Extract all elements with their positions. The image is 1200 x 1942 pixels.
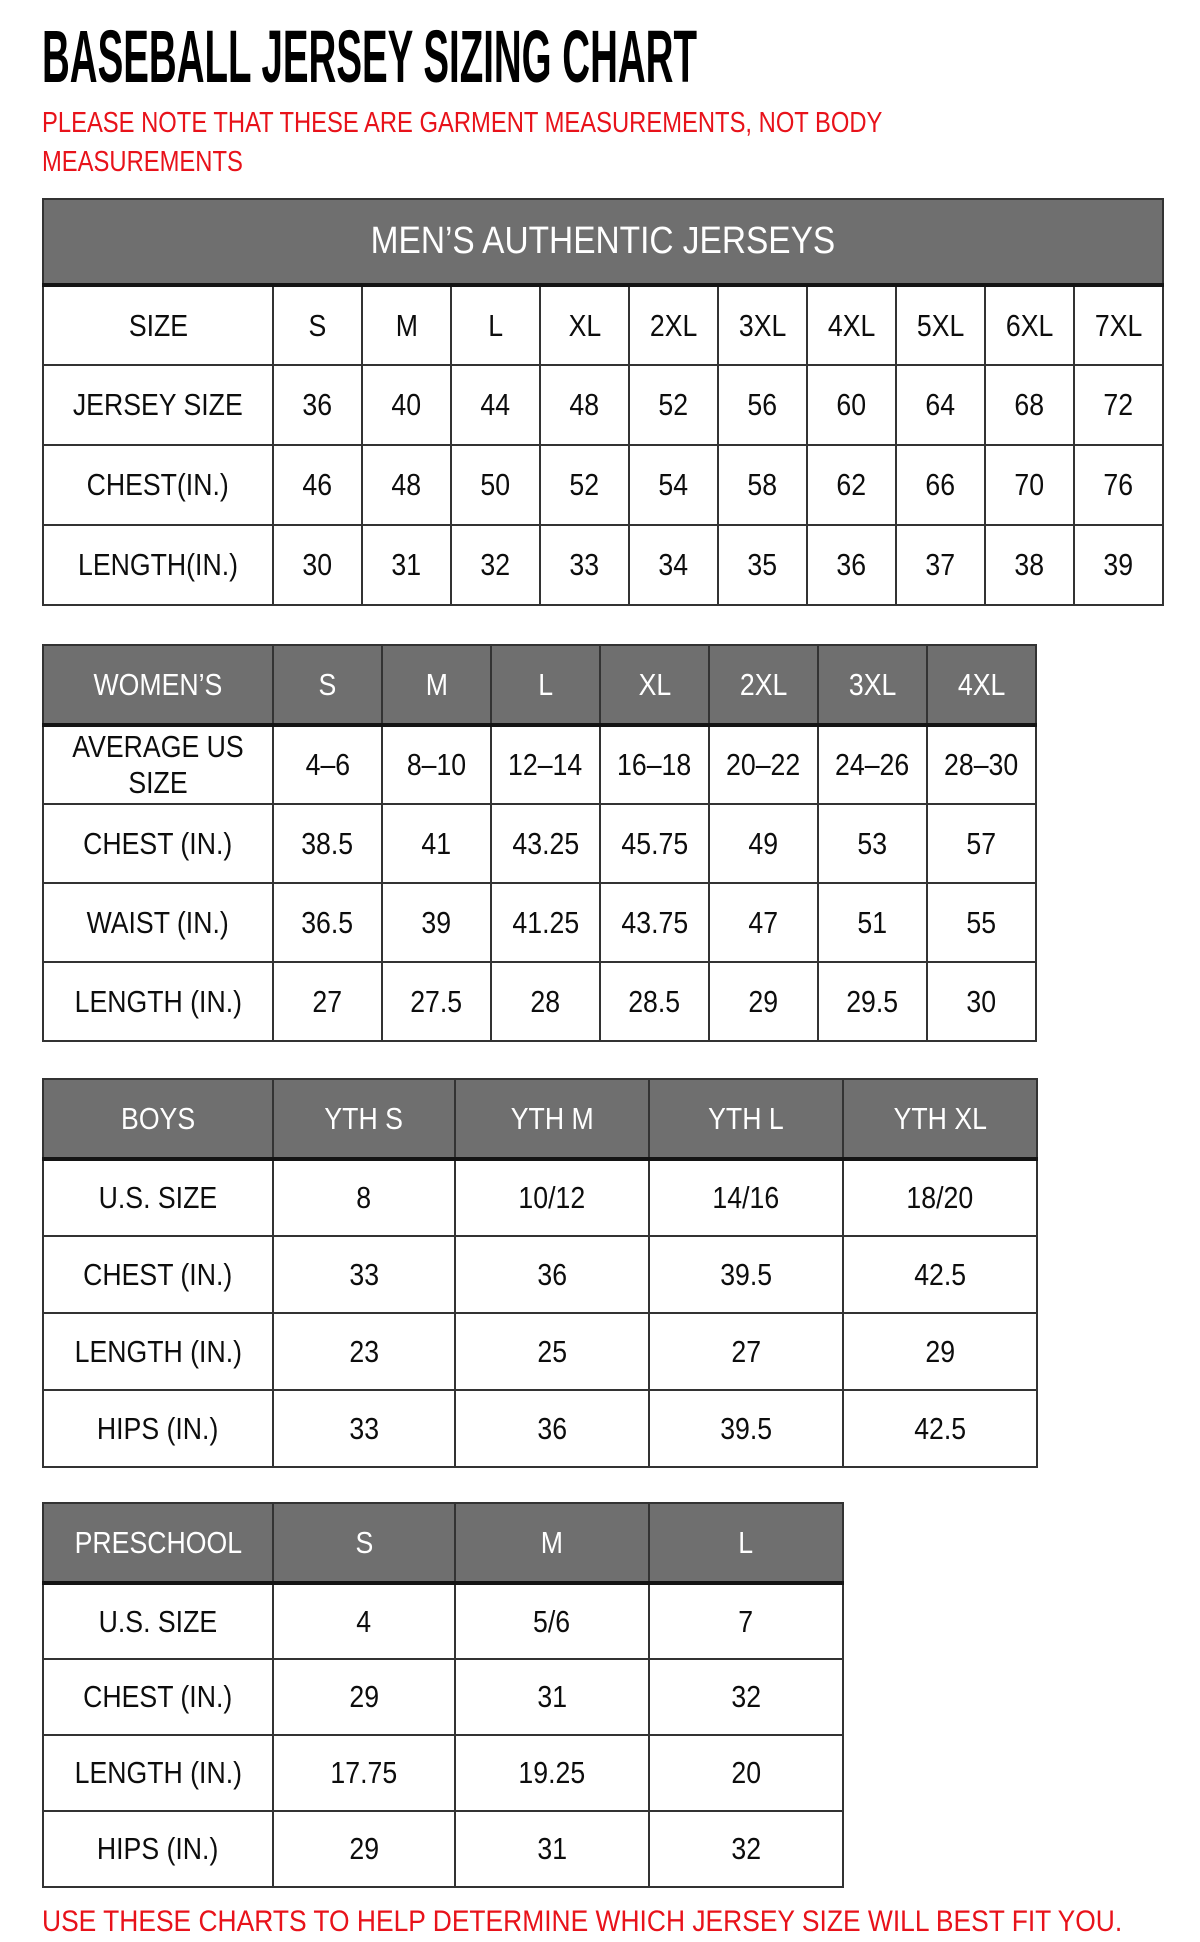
womens-cell [818, 883, 927, 962]
mens-cell [273, 285, 362, 365]
boys-cell [455, 1313, 649, 1390]
mens-cell [540, 525, 629, 605]
womens-column-header-text: S [318, 666, 337, 702]
boys-row-label [43, 1313, 273, 1390]
boys-row [43, 1236, 1037, 1313]
womens-cell-text: 29.5 [846, 983, 899, 1019]
mens-row [43, 365, 1163, 445]
womens-cell-text: 4–6 [305, 747, 350, 782]
boys-cell-text: 18/20 [906, 1180, 974, 1215]
garment-measurements-note: PLEASE NOTE THAT THESE ARE GARMENT MEASUREMENTS, NOT BODY MEASUREMENTS [42, 107, 882, 178]
mens-cell [362, 365, 451, 445]
womens-row-label-text: WAIST (IN.) [86, 904, 230, 940]
womens-column-header-text: 4XL [957, 666, 1006, 702]
preschool-cell [649, 1583, 843, 1659]
mens-cell [629, 365, 718, 445]
mens-cell-text: 5XL [916, 307, 965, 343]
womens-row-label-text: LENGTH (IN.) [74, 983, 242, 1019]
mens-cell [362, 285, 451, 365]
womens-cell [491, 962, 600, 1041]
mens-cell-text: 40 [391, 387, 422, 422]
womens-cell [818, 804, 927, 883]
mens-cell [807, 445, 896, 525]
preschool-column-header [273, 1503, 455, 1583]
mens-cell [629, 445, 718, 525]
mens-row-label [43, 365, 273, 445]
womens-row [43, 804, 1036, 883]
boys-cell-text: 23 [349, 1333, 379, 1369]
preschool-column-header-text: L [738, 1524, 754, 1560]
womens-cell [709, 962, 818, 1041]
mens-banner-row [43, 199, 1163, 285]
preschool-cell-text: 31 [537, 1831, 567, 1866]
womens-cell-text: 29 [748, 983, 779, 1019]
womens-cell-text: 47 [748, 904, 779, 940]
mens-cell-text: 68 [1014, 387, 1045, 422]
womens-cell [600, 883, 709, 962]
womens-column-header-text: 2XL [739, 666, 788, 702]
boys-row [43, 1390, 1037, 1467]
mens-cell [1074, 365, 1163, 445]
boys-row-label [43, 1159, 273, 1236]
mens-row [43, 525, 1163, 605]
mens-cell-text: 62 [836, 467, 867, 502]
mens-cell-text: 37 [925, 547, 956, 582]
boys-header-label-text: BOYS [120, 1100, 196, 1136]
womens-cell-text: 57 [966, 825, 997, 861]
boys-row [43, 1159, 1037, 1236]
boys-cell [843, 1390, 1037, 1467]
boys-column-header [455, 1079, 649, 1159]
womens-cell-text: 28.5 [628, 983, 681, 1019]
mens-row [43, 445, 1163, 525]
mens-cell [273, 445, 362, 525]
preschool-column-header [649, 1503, 843, 1583]
womens-cell-text: 36.5 [301, 904, 354, 940]
boys-row-label-text: HIPS (IN.) [97, 1410, 219, 1446]
boys-cell [455, 1236, 649, 1313]
mens-cell [362, 525, 451, 605]
preschool-row-label-text: HIPS (IN.) [97, 1831, 219, 1866]
womens-cell [927, 725, 1036, 804]
womens-cell [709, 804, 818, 883]
boys-cell [273, 1390, 455, 1467]
womens-table-body [43, 645, 1036, 1041]
mens-row-label-text: SIZE [128, 307, 188, 343]
boys-column-header [649, 1079, 843, 1159]
preschool-row-label-text: U.S. SIZE [98, 1603, 218, 1639]
mens-cell [807, 285, 896, 365]
preschool-cell-text: 7 [738, 1603, 754, 1639]
mens-row-label-text: JERSEY SIZE [73, 387, 243, 422]
preschool-column-header-text: S [355, 1524, 373, 1560]
mens-cell-text: 38 [1014, 547, 1045, 582]
womens-row-label [43, 883, 273, 962]
womens-cell-text: 16–18 [617, 747, 692, 782]
mens-cell [807, 525, 896, 605]
mens-row-label-text: CHEST(IN.) [86, 467, 230, 502]
mens-cell [451, 525, 540, 605]
preschool-row [43, 1583, 843, 1659]
womens-cell-text: 45.75 [621, 825, 688, 861]
mens-cell [540, 445, 629, 525]
womens-row [43, 883, 1036, 962]
womens-cell [927, 883, 1036, 962]
womens-column-header [382, 645, 491, 725]
preschool-cell-text: 32 [731, 1679, 761, 1714]
womens-cell [491, 804, 600, 883]
boys-cell-text: 10/12 [518, 1180, 586, 1215]
womens-cell [927, 962, 1036, 1041]
boys-jerseys-table [42, 1078, 1038, 1468]
boys-column-header [843, 1079, 1037, 1159]
boys-cell [455, 1390, 649, 1467]
mens-cell [896, 285, 985, 365]
mens-cell-text: 2XL [649, 307, 698, 343]
womens-cell [927, 804, 1036, 883]
boys-cell [455, 1159, 649, 1236]
boys-cell-text: 14/16 [712, 1180, 780, 1215]
mens-cell-text: 58 [747, 467, 778, 502]
mens-cell [807, 365, 896, 445]
womens-row-label [43, 725, 273, 804]
preschool-cell [273, 1735, 455, 1811]
mens-cell [985, 285, 1074, 365]
mens-cell-text: 36 [836, 547, 867, 582]
womens-cell [600, 962, 709, 1041]
boys-cell [273, 1236, 455, 1313]
mens-cell [718, 525, 807, 605]
boys-cell-text: 42.5 [914, 1410, 966, 1446]
mens-cell [985, 365, 1074, 445]
womens-cell [273, 962, 382, 1041]
womens-cell [600, 725, 709, 804]
boys-cell-text: 33 [349, 1410, 379, 1446]
womens-cell [709, 883, 818, 962]
preschool-cell-text: 29 [349, 1679, 379, 1714]
womens-cell [709, 725, 818, 804]
mens-cell-text: 56 [747, 387, 778, 422]
mens-cell [718, 365, 807, 445]
womens-header-label [43, 645, 273, 725]
preschool-row-label-text: CHEST (IN.) [83, 1679, 233, 1714]
womens-cell-text: 51 [857, 904, 888, 940]
boys-cell [649, 1159, 843, 1236]
mens-cell-text: 70 [1014, 467, 1045, 502]
womens-cell [273, 725, 382, 804]
mens-cell [896, 525, 985, 605]
womens-column-header-text: L [538, 666, 553, 702]
mens-cell [985, 525, 1074, 605]
womens-cell [382, 725, 491, 804]
mens-cell-text: 76 [1103, 467, 1134, 502]
womens-column-header [600, 645, 709, 725]
mens-cell-text: 48 [569, 387, 600, 422]
preschool-column-header [455, 1503, 649, 1583]
mens-cell [896, 445, 985, 525]
womens-header-label-text: WOMEN’S [93, 666, 223, 702]
mens-cell [273, 365, 362, 445]
mens-cell-text: 54 [658, 467, 689, 502]
womens-cell-text: 43.25 [512, 825, 579, 861]
mens-cell-text: 34 [658, 547, 689, 582]
womens-cell [491, 883, 600, 962]
womens-cell-text: 38.5 [301, 825, 354, 861]
mens-cell [629, 525, 718, 605]
boys-header-row [43, 1079, 1037, 1159]
preschool-jerseys-table [42, 1502, 844, 1888]
womens-cell-text: 28 [530, 983, 561, 1019]
boys-cell [649, 1390, 843, 1467]
mens-cell [718, 445, 807, 525]
mens-cell-text: 52 [658, 387, 689, 422]
preschool-row-label [43, 1659, 273, 1735]
boys-cell-text: 29 [925, 1333, 955, 1369]
mens-cell-text: 44 [480, 387, 511, 422]
womens-cell-text: 53 [857, 825, 888, 861]
boys-cell [649, 1313, 843, 1390]
womens-column-header [491, 645, 600, 725]
mens-row-label [43, 525, 273, 605]
mens-table-body [43, 199, 1163, 605]
mens-cell [451, 365, 540, 445]
preschool-cell-text: 5/6 [533, 1603, 571, 1639]
boys-cell-text: 36 [537, 1410, 567, 1446]
womens-cell-text: 27.5 [410, 983, 463, 1019]
mens-cell [1074, 445, 1163, 525]
preschool-cell [273, 1583, 455, 1659]
womens-row-label [43, 962, 273, 1041]
mens-cell [273, 525, 362, 605]
boys-row-label-text: CHEST (IN.) [83, 1256, 233, 1292]
womens-cell-text: 55 [966, 904, 997, 940]
preschool-cell [455, 1659, 649, 1735]
boys-cell [843, 1236, 1037, 1313]
boys-column-header-text: YTH S [324, 1100, 404, 1136]
boys-row-label [43, 1236, 273, 1313]
mens-cell-text: 3XL [738, 307, 787, 343]
preschool-header-label [43, 1503, 273, 1583]
mens-cell [362, 445, 451, 525]
mens-cell [1074, 525, 1163, 605]
mens-cell-text: 46 [302, 467, 333, 502]
womens-cell-text: 20–22 [726, 747, 801, 782]
mens-cell-text: 31 [391, 547, 422, 582]
mens-cell-text: 4XL [827, 307, 876, 343]
preschool-cell [455, 1583, 649, 1659]
womens-cell-text: 39 [421, 904, 452, 940]
preschool-column-header-text: M [540, 1524, 564, 1560]
mens-cell [1074, 285, 1163, 365]
preschool-cell-text: 19.25 [518, 1755, 586, 1790]
mens-cell-text: 50 [480, 467, 511, 502]
mens-cell [540, 365, 629, 445]
mens-table-title-text: MEN’S AUTHENTIC JERSEYS [370, 219, 836, 262]
womens-row-label-text: AVERAGE US SIZE [72, 729, 244, 800]
mens-cell-text: S [308, 307, 327, 343]
mens-row-label [43, 285, 273, 365]
preschool-cell-text: 4 [356, 1603, 372, 1639]
mens-cell-text: 66 [925, 467, 956, 502]
womens-cell-text: 41.25 [512, 904, 579, 940]
mens-cell-text: 48 [391, 467, 422, 502]
womens-cell-text: 43.75 [621, 904, 688, 940]
mens-cell [451, 285, 540, 365]
mens-cell-text: XL [568, 307, 601, 343]
boys-cell-text: 42.5 [914, 1256, 966, 1292]
mens-cell-text: 60 [836, 387, 867, 422]
womens-cell [382, 962, 491, 1041]
mens-cell-text: 6XL [1005, 307, 1054, 343]
preschool-row [43, 1659, 843, 1735]
mens-cell [451, 445, 540, 525]
preschool-header-label-text: PRESCHOOL [74, 1524, 242, 1560]
boys-cell [843, 1313, 1037, 1390]
boys-cell [843, 1159, 1037, 1236]
preschool-cell-text: 31 [537, 1679, 567, 1714]
boys-column-header-text: YTH L [708, 1100, 784, 1136]
mens-cell-text: 36 [302, 387, 333, 422]
womens-cell-text: 12–14 [508, 747, 583, 782]
womens-cell [600, 804, 709, 883]
preschool-table-body [43, 1503, 843, 1887]
boys-cell-text: 39.5 [720, 1410, 772, 1446]
womens-cell [382, 804, 491, 883]
boys-cell-text: 36 [537, 1256, 567, 1292]
preschool-row [43, 1811, 843, 1887]
boys-cell-text: 8 [356, 1180, 372, 1215]
womens-row-label-text: CHEST (IN.) [83, 825, 233, 861]
preschool-row [43, 1735, 843, 1811]
womens-column-header-text: XL [638, 666, 671, 702]
womens-cell-text: 49 [748, 825, 779, 861]
preschool-cell-text: 32 [731, 1831, 761, 1866]
boys-cell-text: 25 [537, 1333, 567, 1369]
mens-cell-text: 30 [302, 547, 333, 582]
boys-table-body [43, 1079, 1037, 1467]
mens-cell-text: 35 [747, 547, 778, 582]
womens-cell-text: 8–10 [406, 747, 467, 782]
womens-cell [273, 804, 382, 883]
footer-note: USE THESE CHARTS TO HELP DETERMINE WHICH JERSEY SIZE WILL BEST FIT YOU. [42, 1905, 1123, 1938]
womens-column-header-text: 3XL [848, 666, 897, 702]
preschool-cell-text: 17.75 [330, 1755, 398, 1790]
mens-row-label [43, 445, 273, 525]
preschool-row-label [43, 1583, 273, 1659]
womens-cell [273, 883, 382, 962]
preschool-row-label [43, 1735, 273, 1811]
mens-cell-text: 39 [1103, 547, 1134, 582]
womens-cell [818, 962, 927, 1041]
mens-cell-text: 33 [569, 547, 600, 582]
boys-cell [649, 1236, 843, 1313]
mens-row-label-text: LENGTH(IN.) [78, 547, 238, 582]
preschool-row-label [43, 1811, 273, 1887]
boys-column-header-text: YTH XL [893, 1100, 987, 1136]
preschool-cell [455, 1735, 649, 1811]
womens-cell [818, 725, 927, 804]
preschool-cell [273, 1659, 455, 1735]
womens-column-header [927, 645, 1036, 725]
mens-cell [629, 285, 718, 365]
womens-cell-text: 24–26 [835, 747, 910, 782]
womens-row-label [43, 804, 273, 883]
preschool-cell [649, 1659, 843, 1735]
boys-cell-text: 33 [349, 1256, 379, 1292]
womens-column-header [273, 645, 382, 725]
mens-cell-text: 32 [480, 547, 511, 582]
mens-cell-text: M [395, 307, 418, 343]
preschool-cell [649, 1811, 843, 1887]
womens-row [43, 725, 1036, 804]
boys-header-label [43, 1079, 273, 1159]
preschool-cell [455, 1811, 649, 1887]
preschool-header-row [43, 1503, 843, 1583]
boys-cell-text: 27 [731, 1333, 761, 1369]
boys-cell [273, 1159, 455, 1236]
preschool-cell [273, 1811, 455, 1887]
womens-cell [382, 883, 491, 962]
boys-row-label [43, 1390, 273, 1467]
boys-cell-text: 39.5 [720, 1256, 772, 1292]
womens-jerseys-table [42, 644, 1037, 1042]
mens-cell-text: L [488, 307, 503, 343]
mens-cell [718, 285, 807, 365]
mens-cell-text: 72 [1103, 387, 1134, 422]
womens-cell-text: 28–30 [944, 747, 1019, 782]
boys-cell [273, 1313, 455, 1390]
womens-column-header [709, 645, 818, 725]
boys-row-label-text: U.S. SIZE [98, 1180, 218, 1215]
boys-column-header-text: YTH M [510, 1100, 594, 1136]
boys-row [43, 1313, 1037, 1390]
boys-column-header [273, 1079, 455, 1159]
preschool-cell-text: 20 [731, 1755, 761, 1790]
mens-cell [985, 445, 1074, 525]
page-title: BASEBALL JERSEY SIZING CHART [42, 15, 697, 98]
womens-header-row [43, 645, 1036, 725]
preschool-cell-text: 29 [349, 1831, 379, 1866]
womens-cell-text: 41 [421, 825, 452, 861]
womens-cell [491, 725, 600, 804]
mens-cell [896, 365, 985, 445]
preschool-cell [649, 1735, 843, 1811]
mens-cell-text: 64 [925, 387, 956, 422]
womens-cell-text: 27 [312, 983, 343, 1019]
womens-column-header-text: M [425, 666, 448, 702]
womens-cell-text: 30 [966, 983, 997, 1019]
womens-row [43, 962, 1036, 1041]
mens-row [43, 285, 1163, 365]
mens-cell-text: 7XL [1094, 307, 1143, 343]
mens-cell [540, 285, 629, 365]
mens-cell-text: 52 [569, 467, 600, 502]
mens-authentic-jerseys-table [42, 198, 1164, 606]
mens-table-title [43, 199, 1163, 285]
preschool-row-label-text: LENGTH (IN.) [74, 1755, 242, 1790]
boys-row-label-text: LENGTH (IN.) [74, 1333, 242, 1369]
womens-column-header [818, 645, 927, 725]
